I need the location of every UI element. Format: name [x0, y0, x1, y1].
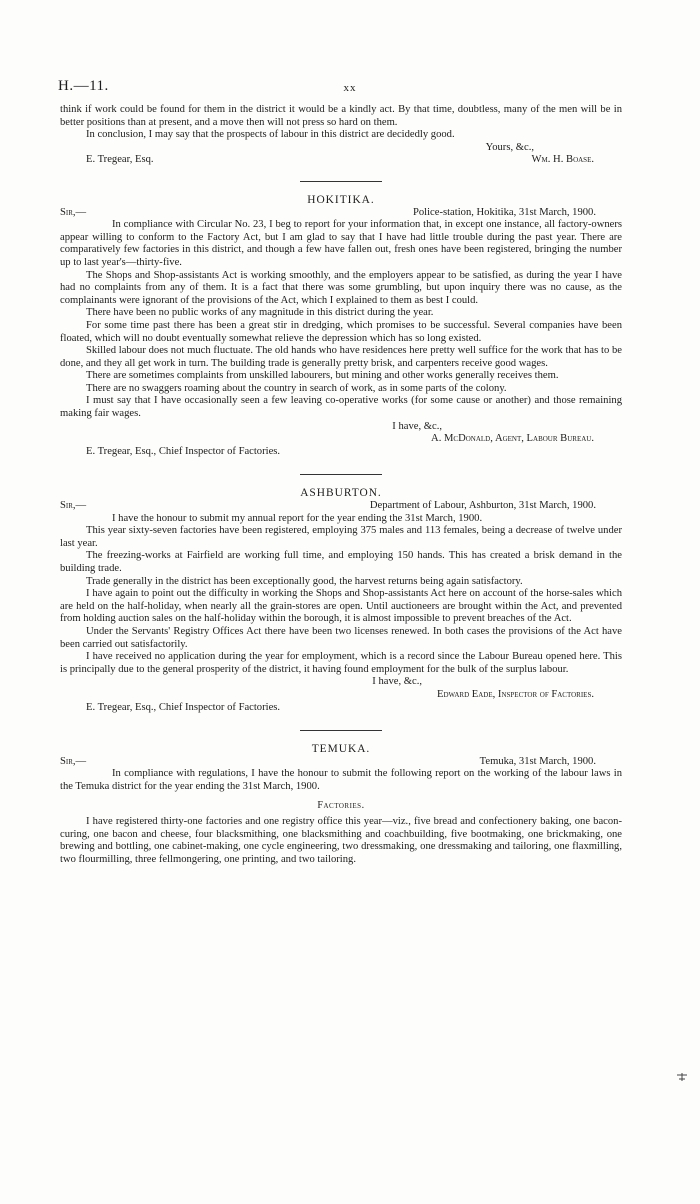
salutation-row	[60, 756, 622, 769]
addressee: E. Tregear, Esq., Chief Inspector of Factories.	[86, 445, 281, 457]
place-date: Department of Labour, Ashburton, 31st March, 1900.	[369, 500, 596, 512]
salutation: Sir,—	[60, 755, 87, 767]
paragraph: There have been no public works of any magnitude in this district during the year.	[86, 307, 434, 319]
signature: Edward Eade, Inspector of Factories.	[436, 688, 594, 700]
place-date: Police-station, Hokitika, 31st March, 1900.	[412, 206, 596, 218]
intro-paragraph: think if work could be found for them in the district it would be a kindly act. By that time, doubtless, many of the men will be in better positions than at present, and a move then will not press so hard on them.	[60, 104, 622, 128]
addressee: E. Tregear, Esq.	[86, 154, 154, 166]
place-date: Temuka, 31st March, 1900.	[479, 755, 596, 767]
salutation: Sir,—	[60, 500, 87, 512]
addressee: E. Tregear, Esq., Chief Inspector of Factories.	[86, 701, 281, 713]
paragraph: I have received no application during the year for employment, which is a record since the Labour Bureau opened here. This is principally due to the general prosperity of the district, it having found employment for the bulk of the surplus labour.	[60, 651, 622, 675]
paragraph: In compliance with regulations, I have the honour to submit the following report on the working of the labour laws in the Temuka district for the year ending the 31st March, 1900.	[60, 768, 622, 792]
intro-paragraph: In conclusion, I may say that the prospects of labour in this district are decidedly good.	[86, 129, 455, 141]
closing-line: Yours, &c.,	[485, 141, 534, 153]
salutation-row	[60, 500, 622, 513]
paragraph: I have again to point out the difficulty in working the Shops and Shop-assistants Act here on account of the horse-sales which are held on the half-holiday, when nearly all the grain-stores are open. Until auctioneers are brought within the Act, and prevented from holding auction sales on the half-holiday within the borough, it is almost impossible to prevent breaches of the Act.	[60, 588, 622, 625]
paragraph: Trade generally in the district has been exceptionally good, the harvest returns being again satisfactory.	[86, 575, 523, 587]
paragraph: There are sometimes complaints from unskilled labourers, but mining and other works generally receives them.	[86, 370, 559, 382]
paragraph: This year sixty-seven factories have been registered, employing 375 males and 113 females, being a decrease of twelve under last year.	[60, 525, 622, 549]
salutation-row	[60, 207, 622, 220]
signature-row	[60, 154, 622, 167]
subheading-factories: Factories.	[317, 799, 365, 811]
report-code: H.—11.	[58, 78, 109, 94]
section-heading-hokitika: HOKITIKA.	[307, 193, 375, 206]
closing-line: I have, &c.,	[392, 420, 442, 432]
salutation: Sir,—	[60, 206, 87, 218]
paragraph: There are no swaggers roaming about the country in search of work, as in some parts of the colony.	[86, 382, 507, 394]
paragraph: I must say that I have occasionally seen a few leaving co-operative works (for some cause or another) and those remaining making fair wages.	[60, 395, 622, 420]
signature: Wm. H. Boase.	[531, 154, 594, 166]
paragraph: I have registered thirty-one factories and one registry office this year—viz., five bread and confectionery baking, one bacon-curing, one bacon and cheese, four blacksmithing, one blacksmithing and coachbuilding, five bootmaking, one brickmaking, one brewing and bottling, one cabinet-making, one cycle engineering, two dressmaking, one dressmaking and tailoring, one flaxmilling, two flourmilling, three fellmongering, one printing, and two tailoring.	[60, 816, 622, 865]
paragraph: Skilled labour does not much fluctuate. The old hands who have residences here pretty well suffice for the work that has to be done, and they all get work in turn. The building trade is generally pretty brisk, and carpenters receive good wages.	[60, 345, 622, 369]
section-heading-temuka: TEMUKA.	[311, 743, 371, 756]
paragraph: Under the Servants' Registry Offices Act there have been two licenses renewed. In both cases the provisions of the Act have been carried out satisfactorily.	[60, 625, 622, 650]
paragraph: In compliance with Circular No. 23, I beg to report for your information that, in except one instance, all factory-owners appear willing to conform to the Factory Act, but I am glad to say that I have had little trouble during the past year. There are comparatively few factories in this district, and though a few have fallen out, fresh ones have been registered, bringing the number up to last year's—thirty-five.	[60, 219, 622, 268]
page-number: xx	[343, 82, 357, 94]
section-heading-ashburton: ASHBURTON.	[300, 487, 382, 500]
closing-line: I have, &c.,	[372, 676, 422, 688]
paragraph: The freezing-works at Fairfield are working full time, and employing 150 hands. This has created a brisk demand in the building trade.	[60, 550, 622, 574]
page-body	[60, 104, 622, 866]
paragraph: The Shops and Shop-assistants Act is working smoothly, and the employers appear to be satisfied, as during the year I have had no complaints from any of them. It is a fact that there was some grumbling, but upon inquiry there was no cause, as the complainants were ignorant of the provisions of the Act, which I explained to them as best I could.	[60, 269, 622, 306]
paragraph: I have the honour to submit my annual report for the year ending the 31st March, 1900.	[112, 512, 483, 524]
paragraph: For some time past there has been a great stir in dredging, which promises to be successful. Several companies have been floated, which will no doubt eventually somewhat relieve the depression which has so long existed.	[60, 319, 622, 344]
margin-pencil-mark	[676, 1072, 688, 1082]
signature: A. McDonald, Agent, Labour Bureau.	[431, 433, 594, 445]
